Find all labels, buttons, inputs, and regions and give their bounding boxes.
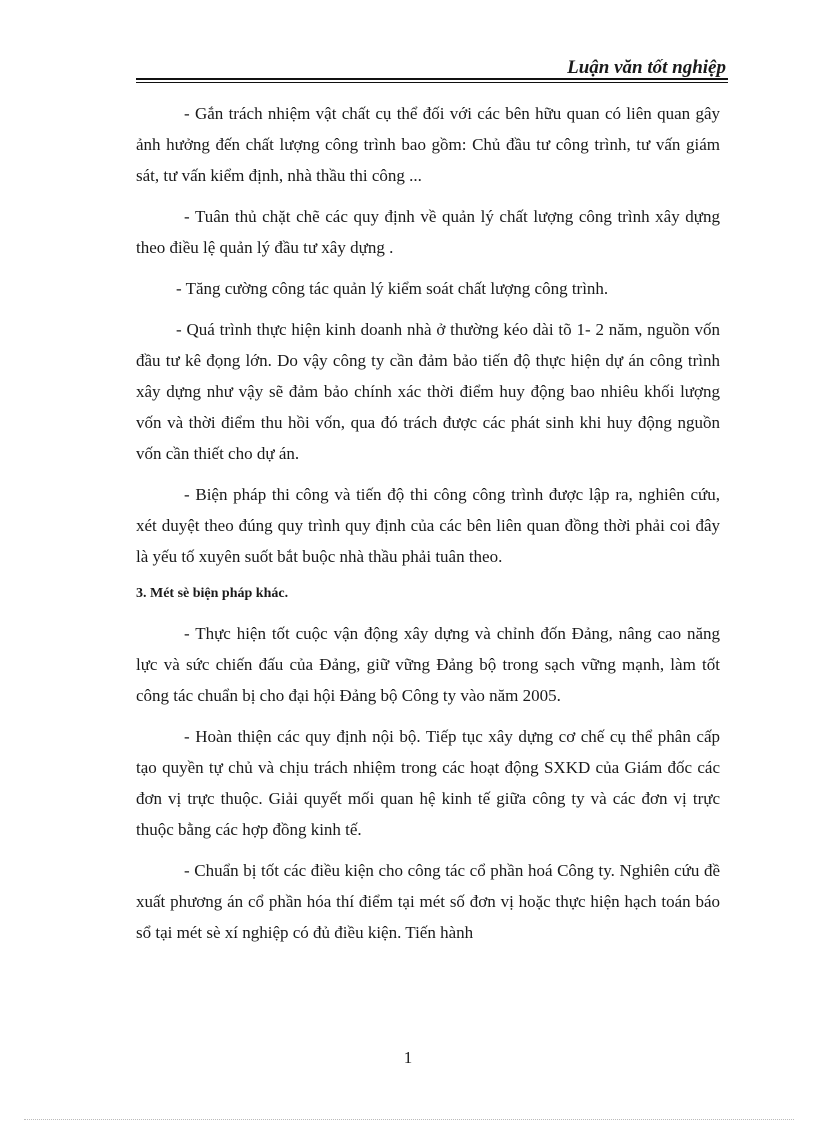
document-body	[136, 98, 720, 958]
paragraph: - Thực hiện tốt cuộc vận động xây dựng và chỉnh đốn Đảng, nâng cao năng lực và sức chiến đấu của Đảng, giữ vững Đảng bộ trong sạch vững mạnh, làm tốt công tác chuẩn bị cho đại hội Đảng bộ Công ty vào năm 2005.	[136, 624, 720, 705]
paragraph: - Quá trình thực hiện kinh doanh nhà ở thường kéo dài tõ 1- 2 năm, nguồn vốn đầu tư kê đọng lớn. Do vậy công ty cần đảm bảo tiến độ thực hiện dự án công trình xây dựng như vậy sẽ đảm bảo chính xác thời điểm huy động bao nhiêu khối lượng vốn và thời điểm thu hồi vốn, qua đó trách được các phát sinh khi huy động nguồn vốn cần thiết cho dự án.	[136, 320, 720, 463]
paragraph: - Tuân thủ chặt chẽ các quy định về quản lý chất lượng công trình xây dựng theo điều lệ quản lý đầu tư xây dựng .	[136, 207, 720, 257]
page-header	[136, 57, 728, 79]
paragraph: - Gắn trách nhiệm vật chất cụ thể đối với các bên hữu quan có liên quan gây ảnh hưởng đến chất lượng công trình bao gồm: Chủ đầu tư công trình, tư vấn giám sát, tư vấn kiểm định, nhà thầu thi công ...	[136, 104, 720, 185]
header-title: Luận văn tốt nghiệp	[567, 57, 726, 78]
header-rule-thin	[136, 82, 728, 83]
header-rule-thick	[136, 78, 728, 80]
paragraph: - Chuẩn bị tốt các điều kiện cho công tác cổ phần hoá Công ty. Nghiên cứu đề xuất phương án cổ phần hóa thí điểm tại mét số đơn vị hoặc thực hiện hạch toán báo sổ tại mét sè xí nghiệp có đủ điều kiện. Tiến hành	[136, 861, 720, 942]
footer-divider	[24, 1119, 794, 1120]
paragraph: - Hoàn thiện các quy định nội bộ. Tiếp tục xây dựng cơ chế cụ thể phân cấp tạo quyền tự chủ và chịu trách nhiệm trong các hoạt động SXKD của Giám đốc các đơn vị trực thuộc. Giải quyết mối quan hệ kinh tế giữa công ty và các đơn vị trực thuộc bằng các hợp đồng kinh tế.	[136, 727, 720, 839]
paragraph: - Biện pháp thi công và tiến độ thi công công trình được lập ra, nghiên cứu, xét duyệt theo đúng quy trình quy định của các bên liên quan đồng thời phải coi đây là yếu tố xuyên suốt bắt buộc nhà thầu phải tuân theo.	[136, 485, 720, 566]
paragraph: - Tăng cường công tác quản lý kiểm soát chất lượng công trình.	[176, 279, 609, 298]
section-heading: 3. Mét sè biện pháp khác.	[136, 586, 289, 601]
page-number: 1	[403, 1048, 413, 1067]
